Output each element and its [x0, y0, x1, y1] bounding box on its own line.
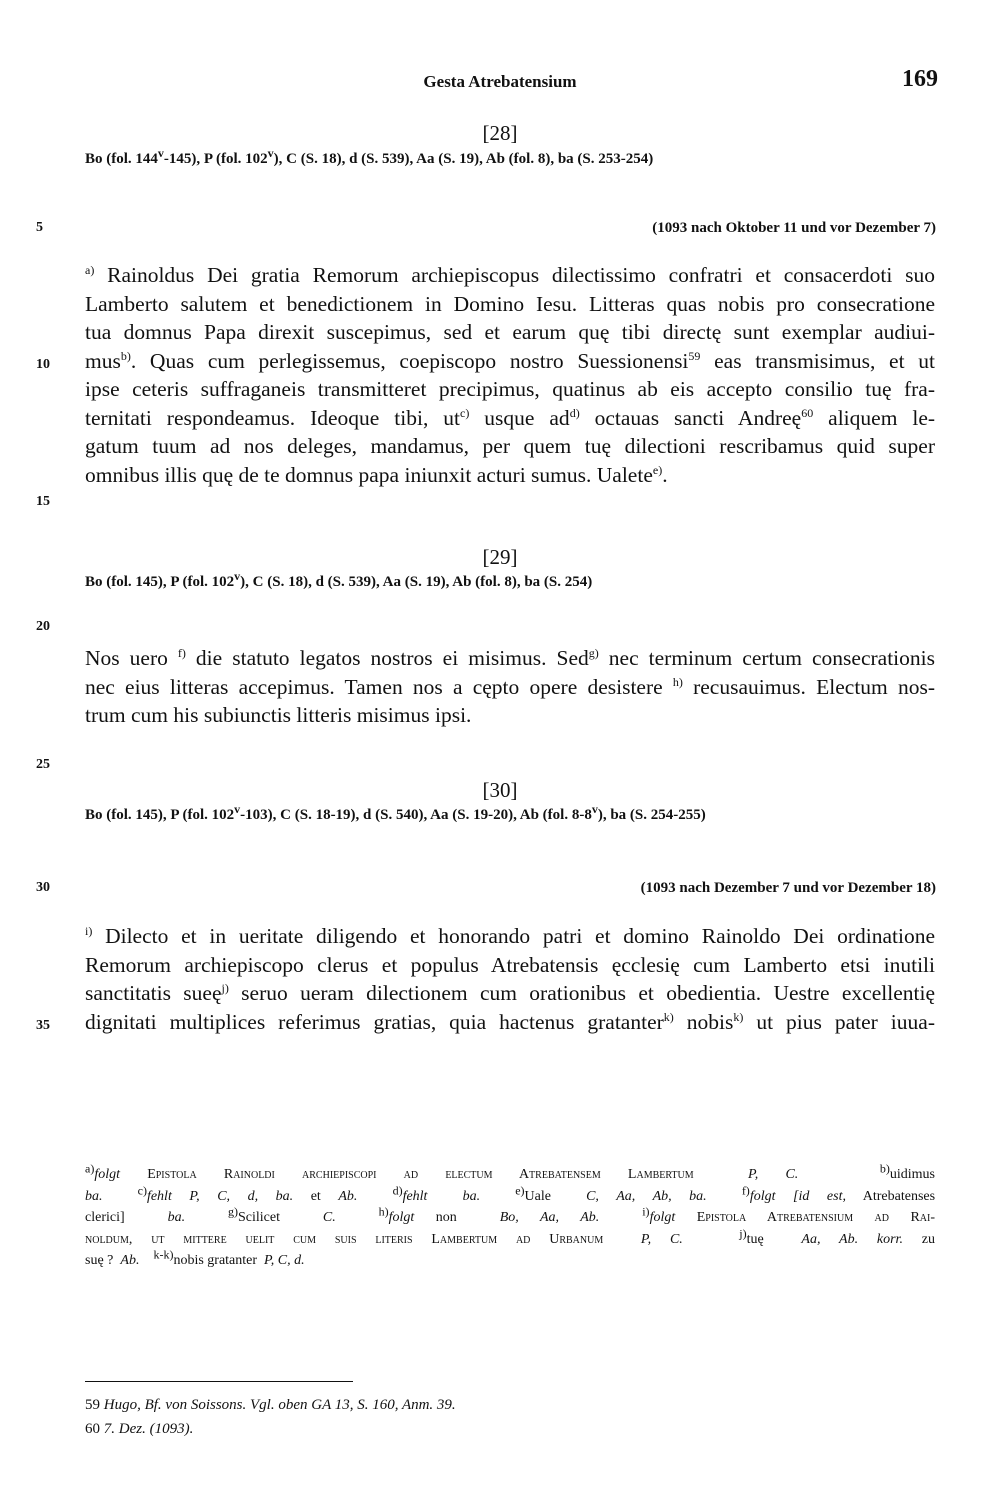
text-line: $^{i)}$ Dilecto et in ueritate diligendo et honorando patri et domino Rainoldo Dei ordinatione [85, 923, 935, 948]
document-number-29: [29] [482, 545, 518, 569]
text-line: Nos uero $^{f)}$ die statuto legatos nostros ei misimus. Sed$^{g)}$ nec terminum certum consecrationis [85, 645, 935, 670]
apparatus-line: $^{a)}$folgt Epistola Rainoldi archiepiscopi ad electum Atrebatensem Lambertum P, C. $^{b)}$uidimus [85, 1161, 935, 1182]
line-number: 5 [36, 220, 43, 235]
text-line: $^{a)}$ Rainoldus Dei gratia Remorum archiepiscopus dilectissimo confratri et consacerdoti suo [85, 262, 935, 287]
footnote-59: 59 Hugo, Bf. von Soissons. Vgl. oben GA 13, S. 160, Anm. 39. [85, 1397, 456, 1413]
document-number-28: [28] [482, 121, 518, 145]
text-line: mus$^{b)}$. Quas cum perlegissemus, coepiscopo nostro Suessionensi$^{59}$ eas transmisimus, et ut [85, 348, 935, 373]
page-number: 169 [902, 66, 938, 92]
apparatus-line: suę ? Ab. $^{k-k)}$nobis gratanter P, C, d. [85, 1247, 305, 1268]
text-line: ipse ceteris suffraganeis transmitteret precipimus, quatinus ab eis accepto consilio tuę fra- [85, 377, 935, 401]
footnote-60: 60 7. Dez. (1093). [85, 1421, 194, 1437]
letter-text-30 [85, 922, 935, 1036]
text-line: nec eius litteras accepimus. Tamen nos a cępto opere desistere $^{h)}$ recusauimus. Electum nos- [85, 674, 935, 699]
document-number-30: [30] [482, 778, 518, 802]
manuscript-list-30: Bo (fol. 145), P (fol. 102$^v$-103), C (S. 18-19), d (S. 540), Aa (S. 19-20), Ab (fol. 8-8$^v$), ba (S. 254-255) [85, 802, 706, 823]
line-number: 15 [36, 494, 50, 509]
line-number: 25 [36, 757, 50, 772]
manuscript-list-29: Bo (fol. 145), P (fol. 102$^v$), C (S. 18), d (S. 539), Aa (S. 19), Ab (fol. 8), ba (S. 254) [85, 569, 593, 590]
apparatus-line: ba. $^{c)}$fehlt P, C, d, ba. et Ab. $^{d)}$fehlt ba. $^{e)}$Uale C, Aa, Ab, ba. $^{f)}$folgt [id est, Atrebatenses [85, 1182, 936, 1204]
critical-apparatus [85, 1161, 936, 1272]
footnote-divider [85, 1381, 353, 1382]
line-number: 30 [36, 880, 50, 895]
apparatus-line: noldum, ut mittere uelit cum suis literis Lambertum ad Urbanum P, C. $^{j)}$tuę Aa, Ab. korr. zu [85, 1225, 935, 1247]
text-line: gatum tuum ad nos deleges, mandamus, per quem tuę dilectioni rescribamus quid super [85, 434, 935, 458]
line-number: 35 [36, 1018, 50, 1033]
running-title: Gesta Atrebatensium [423, 72, 577, 91]
text-line: Remorum archiepiscopo clerus et populus Atrebatensis ęcclesię cum Lamberto etsi inutili [85, 952, 935, 977]
text-line: tua domnus Papa direxit suscepimus, sed et earum quę tibi directę sunt exemplar audiui- [85, 320, 935, 344]
text-line: ternitati respondeamus. Ideoque tibi, $ut^{c)}$ usque $ad^{d)}$ octauas sancti Andreę$^{60}$ aliquem le- [85, 405, 936, 430]
date-30: (1093 nach Dezember 7 und vor Dezember 18) [640, 880, 936, 896]
manuscript-list-28: Bo (fol. 144$^v$-145), P (fol. 102$^v$), C (S. 18), d (S. 539), Aa (S. 19), Ab (fol. 8), ba (S. 253-254) [85, 146, 654, 167]
text-line: sanctitatis sueę$^{j)}$ seruo ueram dilectionem cum orationibus et obedientia. Uestre excellentię [85, 980, 935, 1005]
text-line: omnibus illis quę de te domnus papa iniunxit acturi sumus. Ualete$^{e)}$. [85, 462, 668, 487]
line-number: 10 [36, 357, 50, 372]
text-line: trum cum his subiunctis litteris misimus ipsi. [85, 703, 472, 727]
text-line: dignitati multiplices referimus gratias, quia hactenus gratanter$^{k)}$ nobis$^{k)}$ ut pius pater iuua- [85, 1009, 935, 1034]
text-line: Lamberto salutem et benedictionem in Domino Iesu. Litteras quas nobis pro consecratione [85, 291, 935, 316]
line-number: 20 [36, 619, 50, 634]
apparatus-line: clerici] ba. $^{g)}$Scilicet C. $^{h)}$folgt non Bo, Aa, Ab. $^{i)}$folgt Epistola Atrebatensium ad Rai- [85, 1204, 936, 1225]
letter-text-28 [85, 261, 935, 489]
letter-text-29 [85, 644, 935, 730]
date-28: (1093 nach Oktober 11 und vor Dezember 7) [652, 220, 936, 236]
